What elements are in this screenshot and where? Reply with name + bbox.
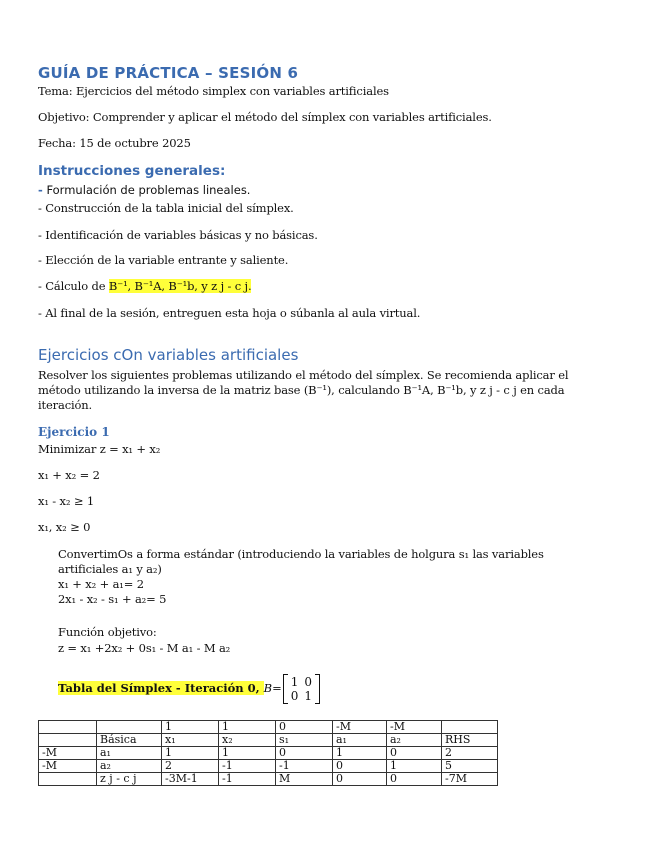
- table-cell: x₂: [219, 734, 276, 747]
- table-cell: 1: [162, 721, 219, 734]
- matrix-cell: 1: [290, 675, 299, 689]
- table-cell: RHS: [442, 734, 498, 747]
- table-cell: 0: [276, 747, 333, 760]
- table-cell: 1: [387, 760, 442, 773]
- objective-function-standard: z = x₁ +2x₂ + 0s₁ - M a₁ - M a₂: [58, 641, 231, 655]
- constraint-2: x₁ - x₂ ≥ 1: [38, 494, 95, 508]
- intro-line: iteración.: [38, 398, 93, 412]
- table-row: [39, 773, 498, 786]
- table-row: [39, 734, 498, 747]
- table-cell: -M: [39, 760, 97, 773]
- table-cell: 0: [333, 760, 387, 773]
- standard-equation-1: x₁ + x₂ + a₁= 2: [58, 577, 144, 591]
- standard-equation-2: 2x₁ - x₂ - s₁ + a₂= 5: [58, 592, 167, 606]
- standard-line: ConvertimOs a forma estándar (introduciendo la variables de holgura s₁ las variables: [58, 547, 544, 561]
- table-row: [39, 721, 498, 734]
- instruction-item-text: Formulación de problemas lineales.: [46, 183, 251, 197]
- table-cell: -M: [387, 721, 442, 734]
- table-title-row: [58, 675, 320, 703]
- table-cell: Básica: [97, 734, 162, 747]
- table-row: [39, 747, 498, 760]
- table-row: [39, 760, 498, 773]
- basis-label: B=: [263, 681, 282, 695]
- table-cell: z j - c j: [97, 773, 162, 786]
- instruction-item-5: [38, 279, 251, 293]
- bullet-dash-icon: -: [38, 183, 43, 197]
- table-cell: 1: [162, 747, 219, 760]
- table-cell: -1: [219, 760, 276, 773]
- table-cell: -3M-1: [162, 773, 219, 786]
- table-cell: 0: [276, 721, 333, 734]
- instruction-item-6: - Al final de la sesión, entreguen esta hoja o súbanla al aula virtual.: [38, 306, 421, 320]
- table-cell: [97, 721, 162, 734]
- table-cell: 1: [333, 747, 387, 760]
- table-cell: -M: [333, 721, 387, 734]
- table-cell: [442, 721, 498, 734]
- instruction-item-2: - Construcción de la tabla inicial del símplex.: [38, 201, 294, 215]
- table-cell: 0: [333, 773, 387, 786]
- constraint-1: x₁ + x₂ = 2: [38, 468, 100, 482]
- table-cell: M: [276, 773, 333, 786]
- intro-line: Resolver los siguientes problemas utilizando el método del símplex. Se recomienda aplicar el: [38, 368, 569, 382]
- matrix-cell: 1: [304, 689, 313, 703]
- instruction-item-3: - Identificación de variables básicas y no básicas.: [38, 228, 318, 242]
- exercises-heading: Ejercicios cOn variables artificiales: [38, 346, 299, 364]
- table-cell: 2: [162, 760, 219, 773]
- table-title: Tabla del Símplex - Iteración 0,: [58, 681, 264, 695]
- table-cell: [39, 773, 97, 786]
- matrix-cell: 0: [290, 689, 299, 703]
- table-cell: [39, 734, 97, 747]
- table-cell: 2: [442, 747, 498, 760]
- constraint-3: x₁, x₂ ≥ 0: [38, 520, 91, 534]
- table-cell: -1: [276, 760, 333, 773]
- simplex-table: [38, 720, 498, 786]
- standard-form-text: [58, 547, 618, 607]
- table-cell: 5: [442, 760, 498, 773]
- objective-label: Función objetivo:: [58, 625, 157, 639]
- table-cell: 1: [219, 721, 276, 734]
- table-cell: a₂: [97, 760, 162, 773]
- fecha-line: Fecha: 15 de octubre 2025: [38, 136, 191, 150]
- table-cell: 0: [387, 747, 442, 760]
- exercises-intro: [38, 368, 608, 413]
- table-cell: 1: [219, 747, 276, 760]
- highlight-formula: B⁻¹, B⁻¹A, B⁻¹b, y z j - c j.: [108, 279, 252, 293]
- table-cell: -7M: [442, 773, 498, 786]
- instructions-heading: Instrucciones generales:: [38, 163, 226, 179]
- objective-function: Minimizar z = x₁ + x₂: [38, 442, 161, 456]
- matrix-cell: 0: [304, 675, 313, 689]
- standard-line: artificiales a₁ y a₂): [58, 562, 162, 576]
- exercise-1-heading: Ejercicio 1: [38, 425, 110, 439]
- table-cell: 0: [387, 773, 442, 786]
- table-cell: a₁: [333, 734, 387, 747]
- instruction-item-4: - Elección de la variable entrante y saliente.: [38, 253, 289, 267]
- table-cell: a₁: [97, 747, 162, 760]
- instruction-item-text: - Cálculo de: [38, 279, 109, 293]
- objetivo-line: Objetivo: Comprender y aplicar el método del símplex con variables artificiales.: [38, 110, 492, 124]
- instruction-item-1: [38, 183, 250, 197]
- table-cell: -M: [39, 747, 97, 760]
- table-cell: s₁: [276, 734, 333, 747]
- table-cell: [39, 721, 97, 734]
- table-cell: a₂: [387, 734, 442, 747]
- intro-line: método utilizando la inversa de la matriz base (B⁻¹), calculando B⁻¹A, B⁻¹b, y z j - c j en cada: [38, 383, 565, 397]
- basis-matrix: [283, 675, 320, 703]
- page-title: GUÍA DE PRÁCTICA – SESIÓN 6: [38, 64, 299, 82]
- table-cell: x₁: [162, 734, 219, 747]
- tema-line: Tema: Ejercicios del método simplex con variables artificiales: [38, 84, 389, 98]
- table-cell: -1: [219, 773, 276, 786]
